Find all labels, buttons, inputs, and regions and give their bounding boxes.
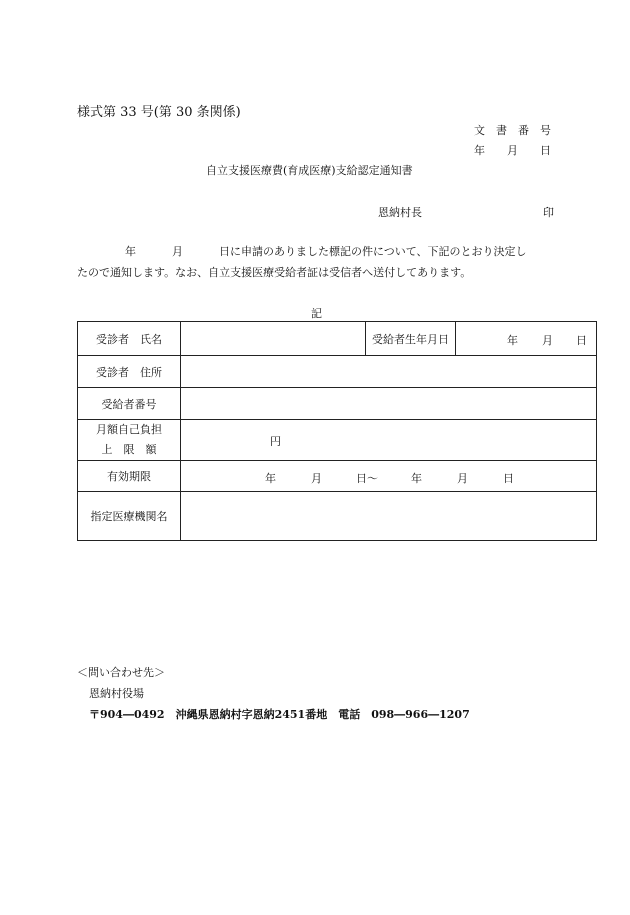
- issuer-name: 恩納村長: [378, 206, 422, 219]
- institution-label: 指定医療機関名: [78, 492, 181, 541]
- body-date-month: 月: [172, 245, 183, 258]
- contact-heading: ＜問い合わせ先＞: [77, 666, 165, 679]
- patient-name-label: 受診者 氏名: [78, 322, 181, 356]
- birth-day: 日: [576, 334, 587, 347]
- monthly-limit-label: [78, 420, 181, 461]
- patient-address-label: 受診者 住所: [78, 356, 181, 388]
- document-number-label: 文 書 番 号: [474, 124, 551, 137]
- patient-address-value: [181, 356, 597, 388]
- yen-unit: 円: [270, 435, 281, 448]
- validity-from-month: 月: [311, 472, 322, 485]
- table-row: [78, 388, 597, 420]
- issue-date-line: 年 月 日: [474, 144, 551, 157]
- contact-address: 〒904―0492 沖縄県恩納村字恩納2451番地 電話 098―966―1207: [89, 708, 470, 721]
- validity-from-day: 日〜: [356, 472, 378, 485]
- certification-table: [77, 321, 597, 541]
- ki-heading: 記: [311, 307, 322, 320]
- validity-from-year: 年: [265, 472, 276, 485]
- birth-date-label: 受給者生年月日: [366, 322, 456, 356]
- form-number: 様式第 33 号(第 30 条関係): [77, 105, 241, 120]
- table-row: [78, 492, 597, 541]
- validity-value: [181, 461, 597, 492]
- recipient-number-label: 受給者番号: [78, 388, 181, 420]
- body-date-year: 年: [125, 245, 136, 258]
- monthly-limit-value: [181, 420, 597, 461]
- seal-mark: 印: [543, 206, 554, 219]
- validity-to-month: 月: [457, 472, 468, 485]
- monthly-limit-label-line2: 上 限 額: [101, 443, 157, 456]
- recipient-number-value: [181, 388, 597, 420]
- contact-office: 恩納村役場: [89, 687, 144, 700]
- validity-label: 有効期限: [78, 461, 181, 492]
- table-row: [78, 356, 597, 388]
- table-row: [78, 461, 597, 492]
- birth-month: 月: [542, 334, 553, 347]
- monthly-limit-label-line1: 月額自己負担: [96, 423, 162, 436]
- document-title: 自立支援医療費(育成医療)支給認定通知書: [206, 164, 413, 177]
- table-row: [78, 420, 597, 461]
- institution-value: [181, 492, 597, 541]
- body-text-line1: 日に申請のありました標記の件について、下記のとおり決定し: [219, 245, 527, 258]
- validity-to-year: 年: [411, 472, 422, 485]
- body-text-line2: たので通知します。なお、自立支援医療受給者証は受信者へ送付してあります。: [77, 266, 472, 279]
- validity-to-day: 日: [503, 472, 514, 485]
- patient-name-value: [181, 322, 366, 356]
- table-row: [78, 322, 597, 356]
- birth-year: 年: [507, 334, 518, 347]
- birth-date-value: [456, 322, 597, 356]
